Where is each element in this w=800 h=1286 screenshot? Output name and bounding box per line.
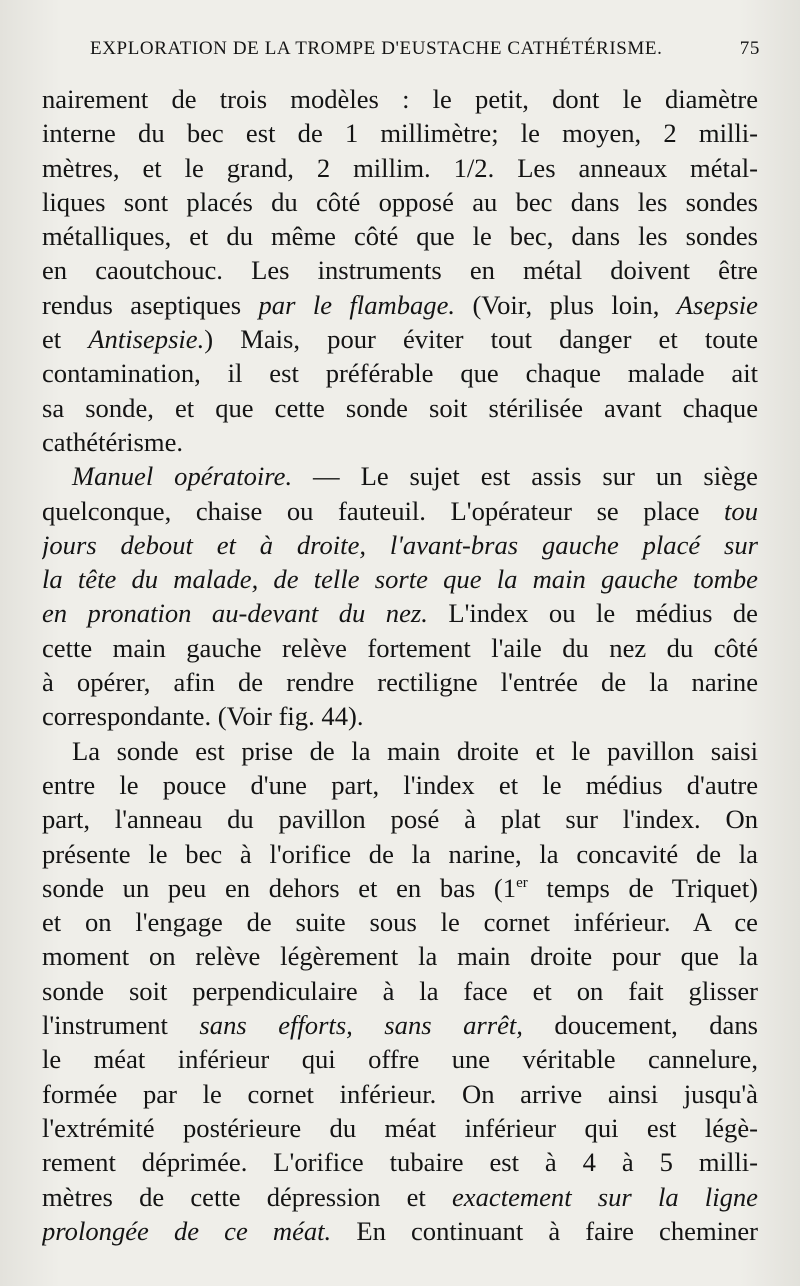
text-line (42, 219, 758, 253)
text-line (42, 82, 758, 116)
text-run: mètres, et le grand, 2 millim. 1/2. Les anneaux métal- (42, 152, 758, 183)
text-line (42, 1042, 758, 1076)
text-line (42, 528, 758, 562)
text-run: interne du bec est de 1 millimètre; le moyen, 2 milli- (42, 118, 758, 149)
text-run: cette main gauche relève fortement l'aile du nez du côté (42, 632, 758, 663)
text-run: La sonde est prise de la main droite et le pavillon saisi (72, 735, 758, 766)
page-number: 75 (739, 38, 760, 59)
text-line (42, 734, 758, 768)
body-text (42, 82, 758, 1248)
text-line (42, 905, 758, 939)
text-run: part, l'anneau du pavillon posé à plat sur l'index. On (42, 804, 758, 835)
text-run: rendus aseptiques (42, 289, 259, 320)
text-run: le méat inférieur qui offre une véritable cannelure, (42, 1044, 758, 1075)
italic-text: tou (724, 495, 758, 526)
text-run: En continuant à faire cheminer (331, 1215, 758, 1246)
text-line (42, 185, 758, 219)
text-run: moment on relève légèrement la main droite pour que la (42, 941, 758, 972)
text-line (42, 871, 758, 905)
text-line (42, 253, 758, 287)
text-line (42, 425, 758, 459)
running-head: EXPLORATION DE LA TROMPE D'EUSTACHE CATHÉTÉRISME. (90, 38, 663, 59)
text-run: l'extrémité postérieure du méat inférieur qui est légè- (42, 1112, 758, 1143)
italic-text: Manuel opératoire. (72, 461, 293, 492)
italic-text: prolongée de ce méat. (42, 1215, 332, 1246)
italic-text: exactement sur la ligne (452, 1181, 758, 1212)
italic-text: sans efforts, sans arrêt, (199, 1010, 523, 1041)
text-run: liques sont placés du côté opposé au bec dans les sondes (42, 186, 758, 217)
text-line (42, 1214, 758, 1248)
italic-text: Antisepsie. (88, 324, 205, 355)
italic-text: la tête du malade, de telle sorte que la main gauche tombe (42, 564, 758, 595)
text-line (42, 391, 758, 425)
text-run: L'index ou le médius de (427, 598, 758, 629)
text-run: et on l'engage de suite sous le cornet inférieur. A ce (42, 907, 758, 938)
text-line (42, 939, 758, 973)
text-run: temps de Triquet) (527, 872, 758, 903)
text-line (42, 699, 758, 733)
text-run: formée par le cornet inférieur. On arrive ainsi jusqu'à (42, 1078, 758, 1109)
text-run: sa sonde, et que cette sonde soit stérilisée avant chaque (42, 392, 758, 423)
text-line (42, 459, 758, 493)
text-line (42, 562, 758, 596)
text-line (42, 596, 758, 630)
italic-text: jours debout et à droite, l'avant-bras gauche placé sur (42, 529, 758, 560)
text-run: nairement de trois modèles : le petit, dont le diamètre (42, 84, 758, 114)
text-run: contamination, il est préférable que chaque malade ait (42, 358, 758, 389)
text-run: sonde soit perpendiculaire à la face et on fait glisser (42, 975, 758, 1006)
text-run: l'instrument (42, 1010, 200, 1041)
text-run: (Voir, plus loin, (455, 289, 677, 320)
text-line (42, 1077, 758, 1111)
text-run: entre le pouce d'une part, l'index et le médius d'autre (42, 769, 758, 800)
text-line (42, 665, 758, 699)
text-run: ) Mais, pour éviter tout danger et toute (204, 324, 758, 355)
text-run: métalliques, et du même côté que le bec, dans les sondes (42, 221, 758, 252)
text-line (42, 1180, 758, 1214)
text-line (42, 802, 758, 836)
text-run: mètres de cette dépression et (42, 1181, 452, 1212)
text-line (42, 974, 758, 1008)
text-line (42, 1145, 758, 1179)
text-run: correspondante. (Voir fig. 44). (42, 701, 364, 732)
text-run: et (42, 324, 89, 355)
text-line (42, 1111, 758, 1145)
text-line (42, 151, 758, 185)
text-line (42, 768, 758, 802)
text-run: à opérer, afin de rendre rectiligne l'entrée de la narine (42, 667, 758, 698)
page-header (90, 38, 760, 68)
italic-text: en pronation au-devant du nez. (42, 598, 428, 629)
text-run: présente le bec à l'orifice de la narine, la concavité de la (42, 838, 758, 869)
text-line (42, 631, 758, 665)
text-run: — Le sujet est assis sur un siège (292, 461, 758, 492)
text-run: doucement, dans (522, 1010, 758, 1041)
italic-text: par le flambage. (258, 289, 456, 320)
italic-text: Asepsie (676, 289, 758, 320)
text-line (42, 1008, 758, 1042)
text-run: quelconque, chaise ou fauteuil. L'opérateur se place (42, 495, 725, 526)
text-run: rement déprimée. L'orifice tubaire est à 4 à 5 milli- (42, 1147, 758, 1178)
text-run: cathétérisme. (42, 426, 184, 457)
text-line (42, 116, 758, 150)
superscript: er (516, 874, 528, 891)
text-line (42, 288, 758, 322)
text-line (42, 837, 758, 871)
text-line (42, 322, 758, 356)
text-run: sonde un peu en dehors et en bas (1 (42, 872, 517, 903)
text-run: en caoutchouc. Les instruments en métal doivent être (42, 255, 758, 286)
text-line (42, 356, 758, 390)
text-line (42, 494, 758, 528)
